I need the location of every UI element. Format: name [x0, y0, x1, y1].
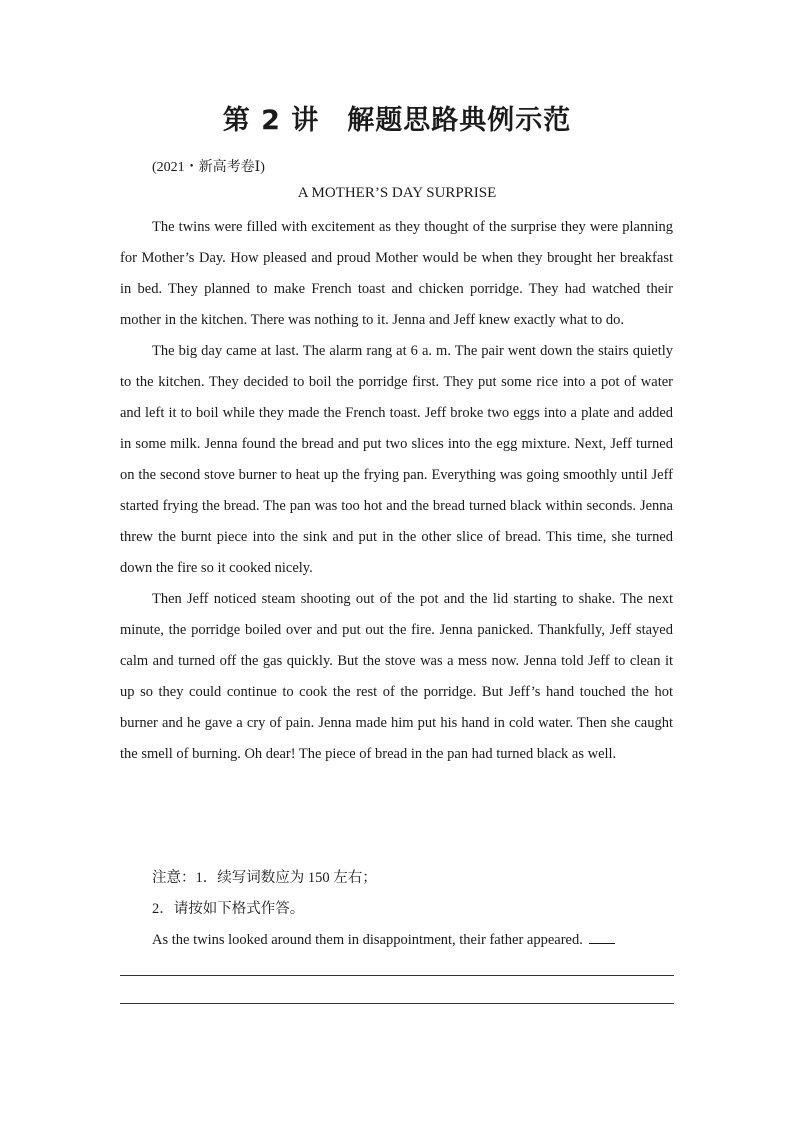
- answer-line-2[interactable]: [120, 1003, 674, 1004]
- story-paragraph-1: The twins were filled with excitement as they thought of the surprise they were planning for Mother’s Day. How pleased and proud Mother would be when they brought her breakfast in bed. They planned to make French toast and chicken porridge. They had watched their mother in the kitchen. There was nothing to it. Jenna and Jeff knew exactly what to do.: [120, 219, 673, 328]
- story-paragraph-2: The big day came at last. The alarm rang at 6 a. m. The pair went down the stairs quietly to the kitchen. They decided to boil the porridge first. They put some rice into a pot of water and left it to boil while they made the French toast. Jeff broke two eggs into a plate and added in some milk. Jenna found the bread and put two slices into the egg mixture. Next, Jeff turned on the second stove burner to heat up the frying pan. Everything was going smoothly until Jeff started frying the bread. The pan was too hot and the bread turned black within seconds. Jenna threw the burnt piece into the sink and put in the other slice of bread. This time, she turned down the fire so it cooked nicely.: [120, 343, 673, 576]
- page-title: 第 2 讲 解题思路典例示范: [222, 105, 572, 136]
- exam-source: (2021・新高考卷Ⅰ): [152, 160, 265, 175]
- story-body: [120, 212, 673, 770]
- story-title: A MOTHER’S DAY SURPRISE: [297, 185, 497, 201]
- continuation-prompt-text: As the twins looked around them in disappointment, their father appeared.: [152, 932, 583, 948]
- continuation-prompt: [152, 925, 674, 956]
- note-format: 2．请按如下格式作答。: [152, 901, 305, 917]
- answer-blank[interactable]: [589, 929, 615, 944]
- answer-line-1[interactable]: [120, 975, 674, 976]
- story-paragraph-3: Then Jeff noticed steam shooting out of the pot and the lid starting to shake. The next minute, the porridge boiled over and put out the fire. Jenna panicked. Thankfully, Jeff stayed calm and turned off the gas quickly. But the stove was a mess now. Jenna told Jeff to clean it up so they could continue to cook the rest of the porridge. But Jeff’s hand touched the hot burner and he gave a cry of pain. Jenna made him put his hand in cold water. Then she caught the smell of burning. Oh dear! The piece of bread in the pan had turned black as well.: [120, 591, 673, 762]
- note-word-count: 注意：1．续写词数应为 150 左右；: [152, 870, 377, 886]
